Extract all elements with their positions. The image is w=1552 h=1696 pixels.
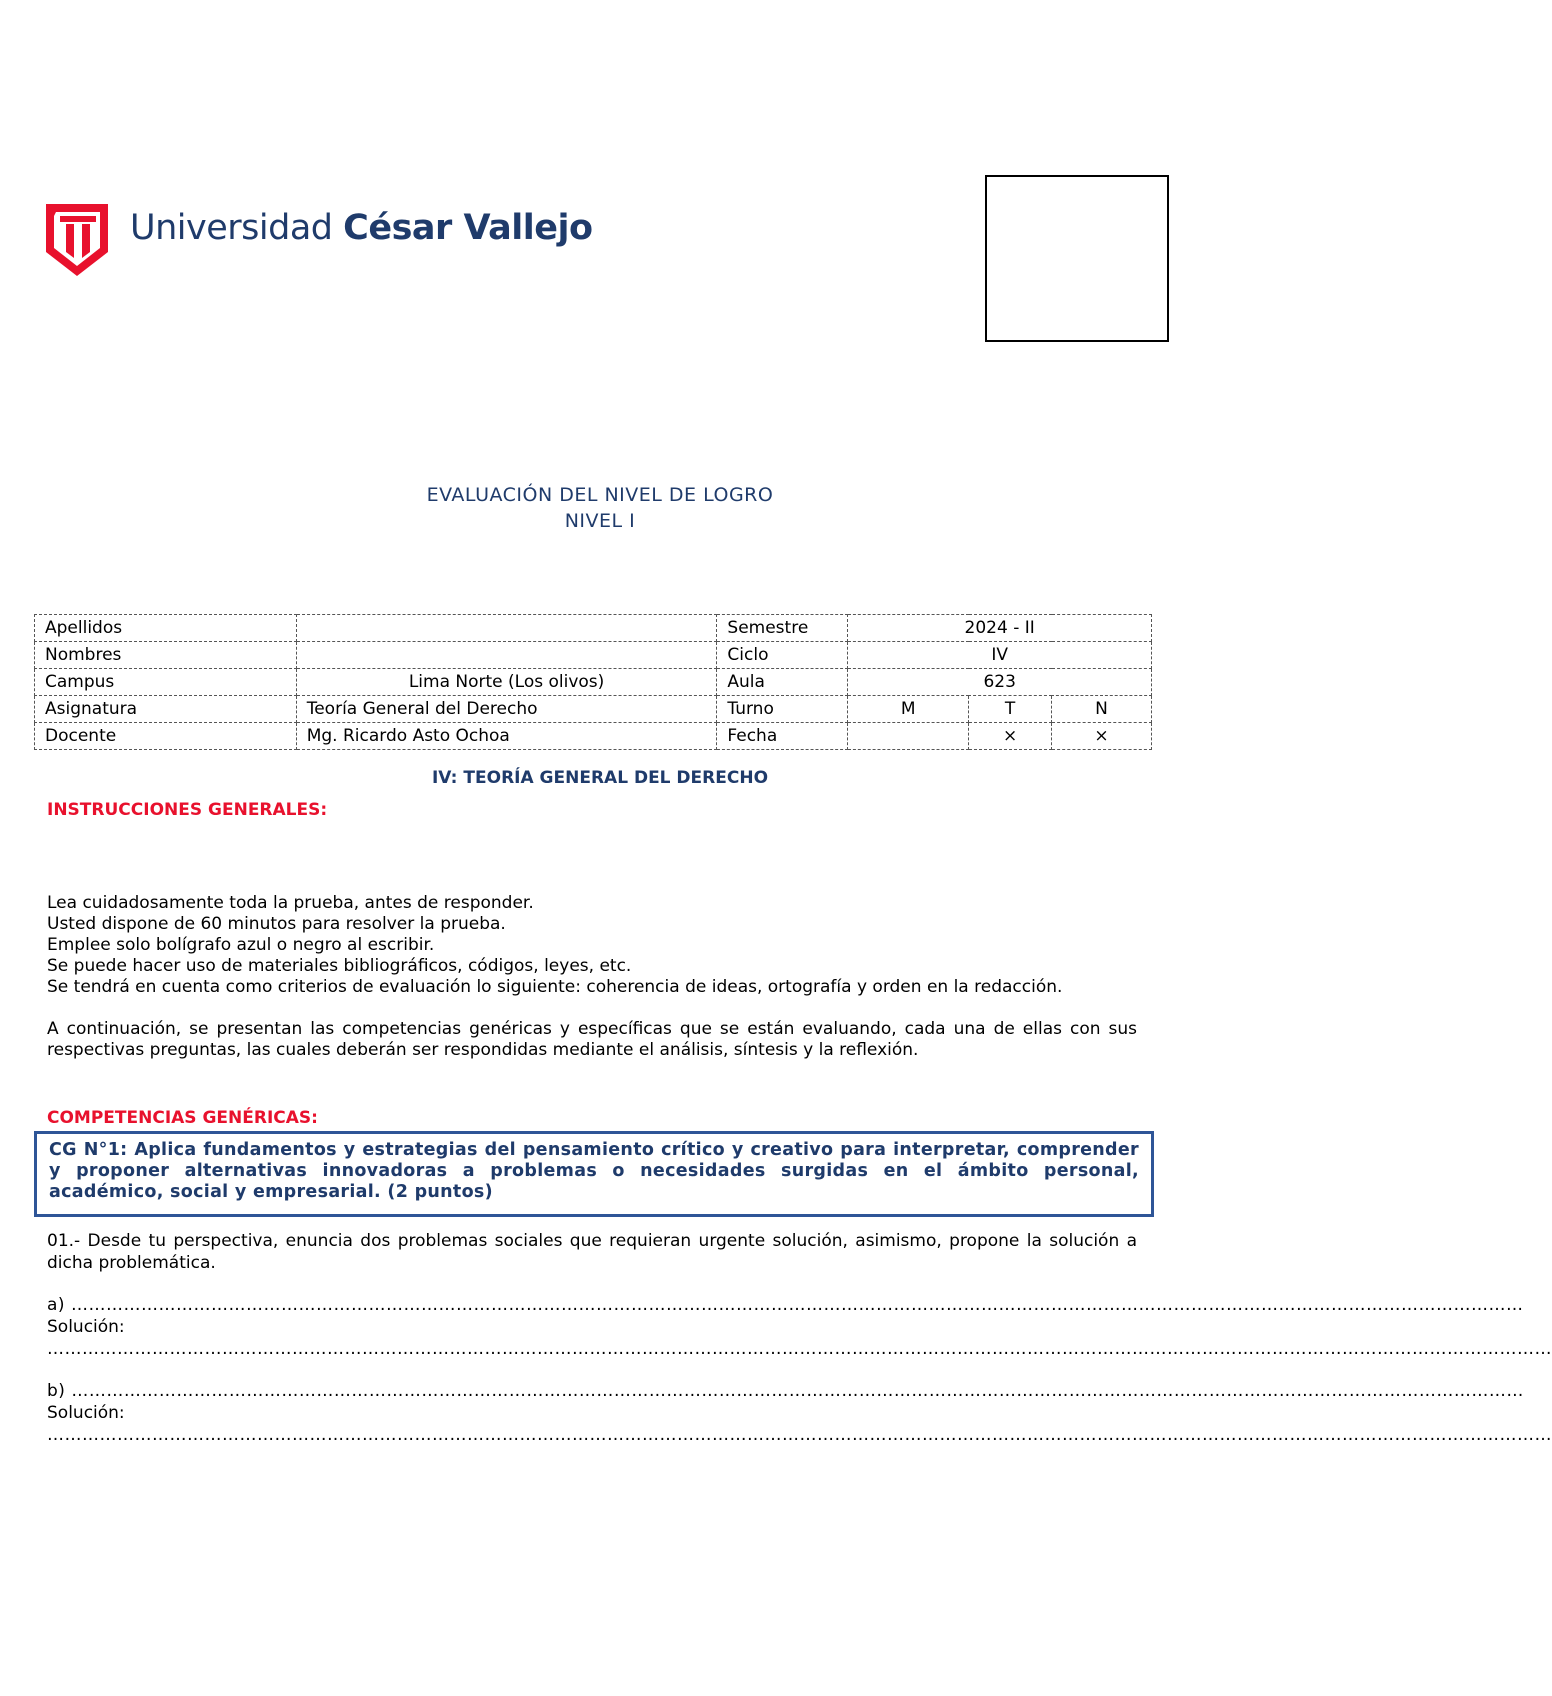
turno-n-mark: ×: [1052, 723, 1152, 750]
answer-b-label: b): [47, 1381, 66, 1401]
nombres-field[interactable]: [296, 642, 717, 669]
campus-label: Campus: [35, 669, 297, 696]
fecha-label: Fecha: [717, 723, 848, 750]
instruction-line: Emplee solo bolígrafo azul o negro al escribir.: [47, 935, 435, 955]
competencia-cg1-text: CG N°1: Aplica fundamentos y estrategias del pensamiento crítico y creativo para interpretar, comprender y proponer alternativas innovadoras a problemas o necesidades surgidas en el ámbito personal, académico, social y empresarial. (2 puntos): [49, 1140, 1139, 1202]
grade-box: [985, 175, 1169, 342]
instructions-list: [47, 893, 1137, 1061]
campus-value: Lima Norte (Los olivos): [296, 669, 717, 696]
ciclo-value: IV: [848, 642, 1152, 669]
competencias-heading: COMPETENCIAS GENÉRICAS:: [47, 1108, 318, 1128]
solution-b-label: Solución:: [47, 1403, 125, 1423]
table-row: [35, 669, 1152, 696]
table-row: [35, 696, 1152, 723]
docente-value: Mg. Ricardo Asto Ochoa: [296, 723, 717, 750]
asignatura-value: Teoría General del Derecho: [296, 696, 717, 723]
instructions-intro: A continuación, se presentan las competencias genéricas y específicas que se están evaluando, cada una de ellas con sus respectivas preguntas, las cuales deberán ser respondidas mediante el análisis, síntesis y la reflexión.: [47, 1019, 1137, 1060]
nombres-label: Nombres: [35, 642, 297, 669]
instruction-line: Usted dispone de 60 minutos para resolver la prueba.: [47, 914, 506, 934]
aula-label: Aula: [717, 669, 848, 696]
fecha-field[interactable]: [848, 723, 969, 750]
semestre-value: 2024 - II: [848, 615, 1152, 642]
answer-a-line[interactable]: a) ……………………………………………………………………………………………………………………………………………………………………………………………………………………………: [47, 1295, 1524, 1315]
question-text: 01.- Desde tu perspectiva, enuncia dos problemas sociales que requieran urgente solución, asimismo, propone la solución a dicha problemática.: [47, 1231, 1137, 1273]
table-row: [35, 615, 1152, 642]
apellidos-label: Apellidos: [35, 615, 297, 642]
question-01: [47, 1230, 1552, 1446]
competencia-cg1-box: [34, 1131, 1154, 1217]
solution-b-line[interactable]: ……………………………………………………………………………………………………………………………………………………………………………………………………………………………………: [47, 1425, 1552, 1445]
university-logo: [44, 200, 593, 280]
turno-t: T: [969, 696, 1052, 723]
solution-a-line[interactable]: ……………………………………………………………………………………………………………………………………………………………………………………………………………………………………: [47, 1339, 1552, 1359]
turno-n: N: [1052, 696, 1152, 723]
exam-subtitle: NIVEL I: [564, 510, 636, 532]
answer-b-line[interactable]: b) ……………………………………………………………………………………………………………………………………………………………………………………………………………………………: [47, 1381, 1524, 1401]
turno-t-mark: ×: [969, 723, 1052, 750]
solution-a-label: Solución:: [47, 1317, 125, 1337]
instructions-heading: INSTRUCCIONES GENERALES:: [47, 800, 328, 820]
student-info-table: [34, 614, 1152, 750]
instruction-line: Lea cuidadosamente toda la prueba, antes de responder.: [47, 893, 534, 913]
university-name: Universidad César Vallejo: [130, 208, 593, 248]
instruction-line: Se puede hacer uso de materiales bibliográficos, códigos, leyes, etc.: [47, 956, 632, 976]
ciclo-label: Ciclo: [717, 642, 848, 669]
semestre-label: Semestre: [717, 615, 848, 642]
table-row: [35, 642, 1152, 669]
exam-title: EVALUACIÓN DEL NIVEL DE LOGRO: [426, 484, 774, 506]
apellidos-field[interactable]: [296, 615, 717, 642]
subject-heading: IV: TEORÍA GENERAL DEL DERECHO: [431, 768, 769, 788]
asignatura-label: Asignatura: [35, 696, 297, 723]
instruction-line: Se tendrá en cuenta como criterios de evaluación lo siguiente: coherencia de ideas, ortografía y orden en la redacción.: [47, 977, 1063, 997]
aula-value: 623: [848, 669, 1152, 696]
turno-label: Turno: [717, 696, 848, 723]
turno-m: M: [848, 696, 969, 723]
ucv-logo-icon: [44, 202, 110, 278]
table-row: [35, 723, 1152, 750]
docente-label: Docente: [35, 723, 297, 750]
answer-a-label: a): [47, 1295, 66, 1315]
